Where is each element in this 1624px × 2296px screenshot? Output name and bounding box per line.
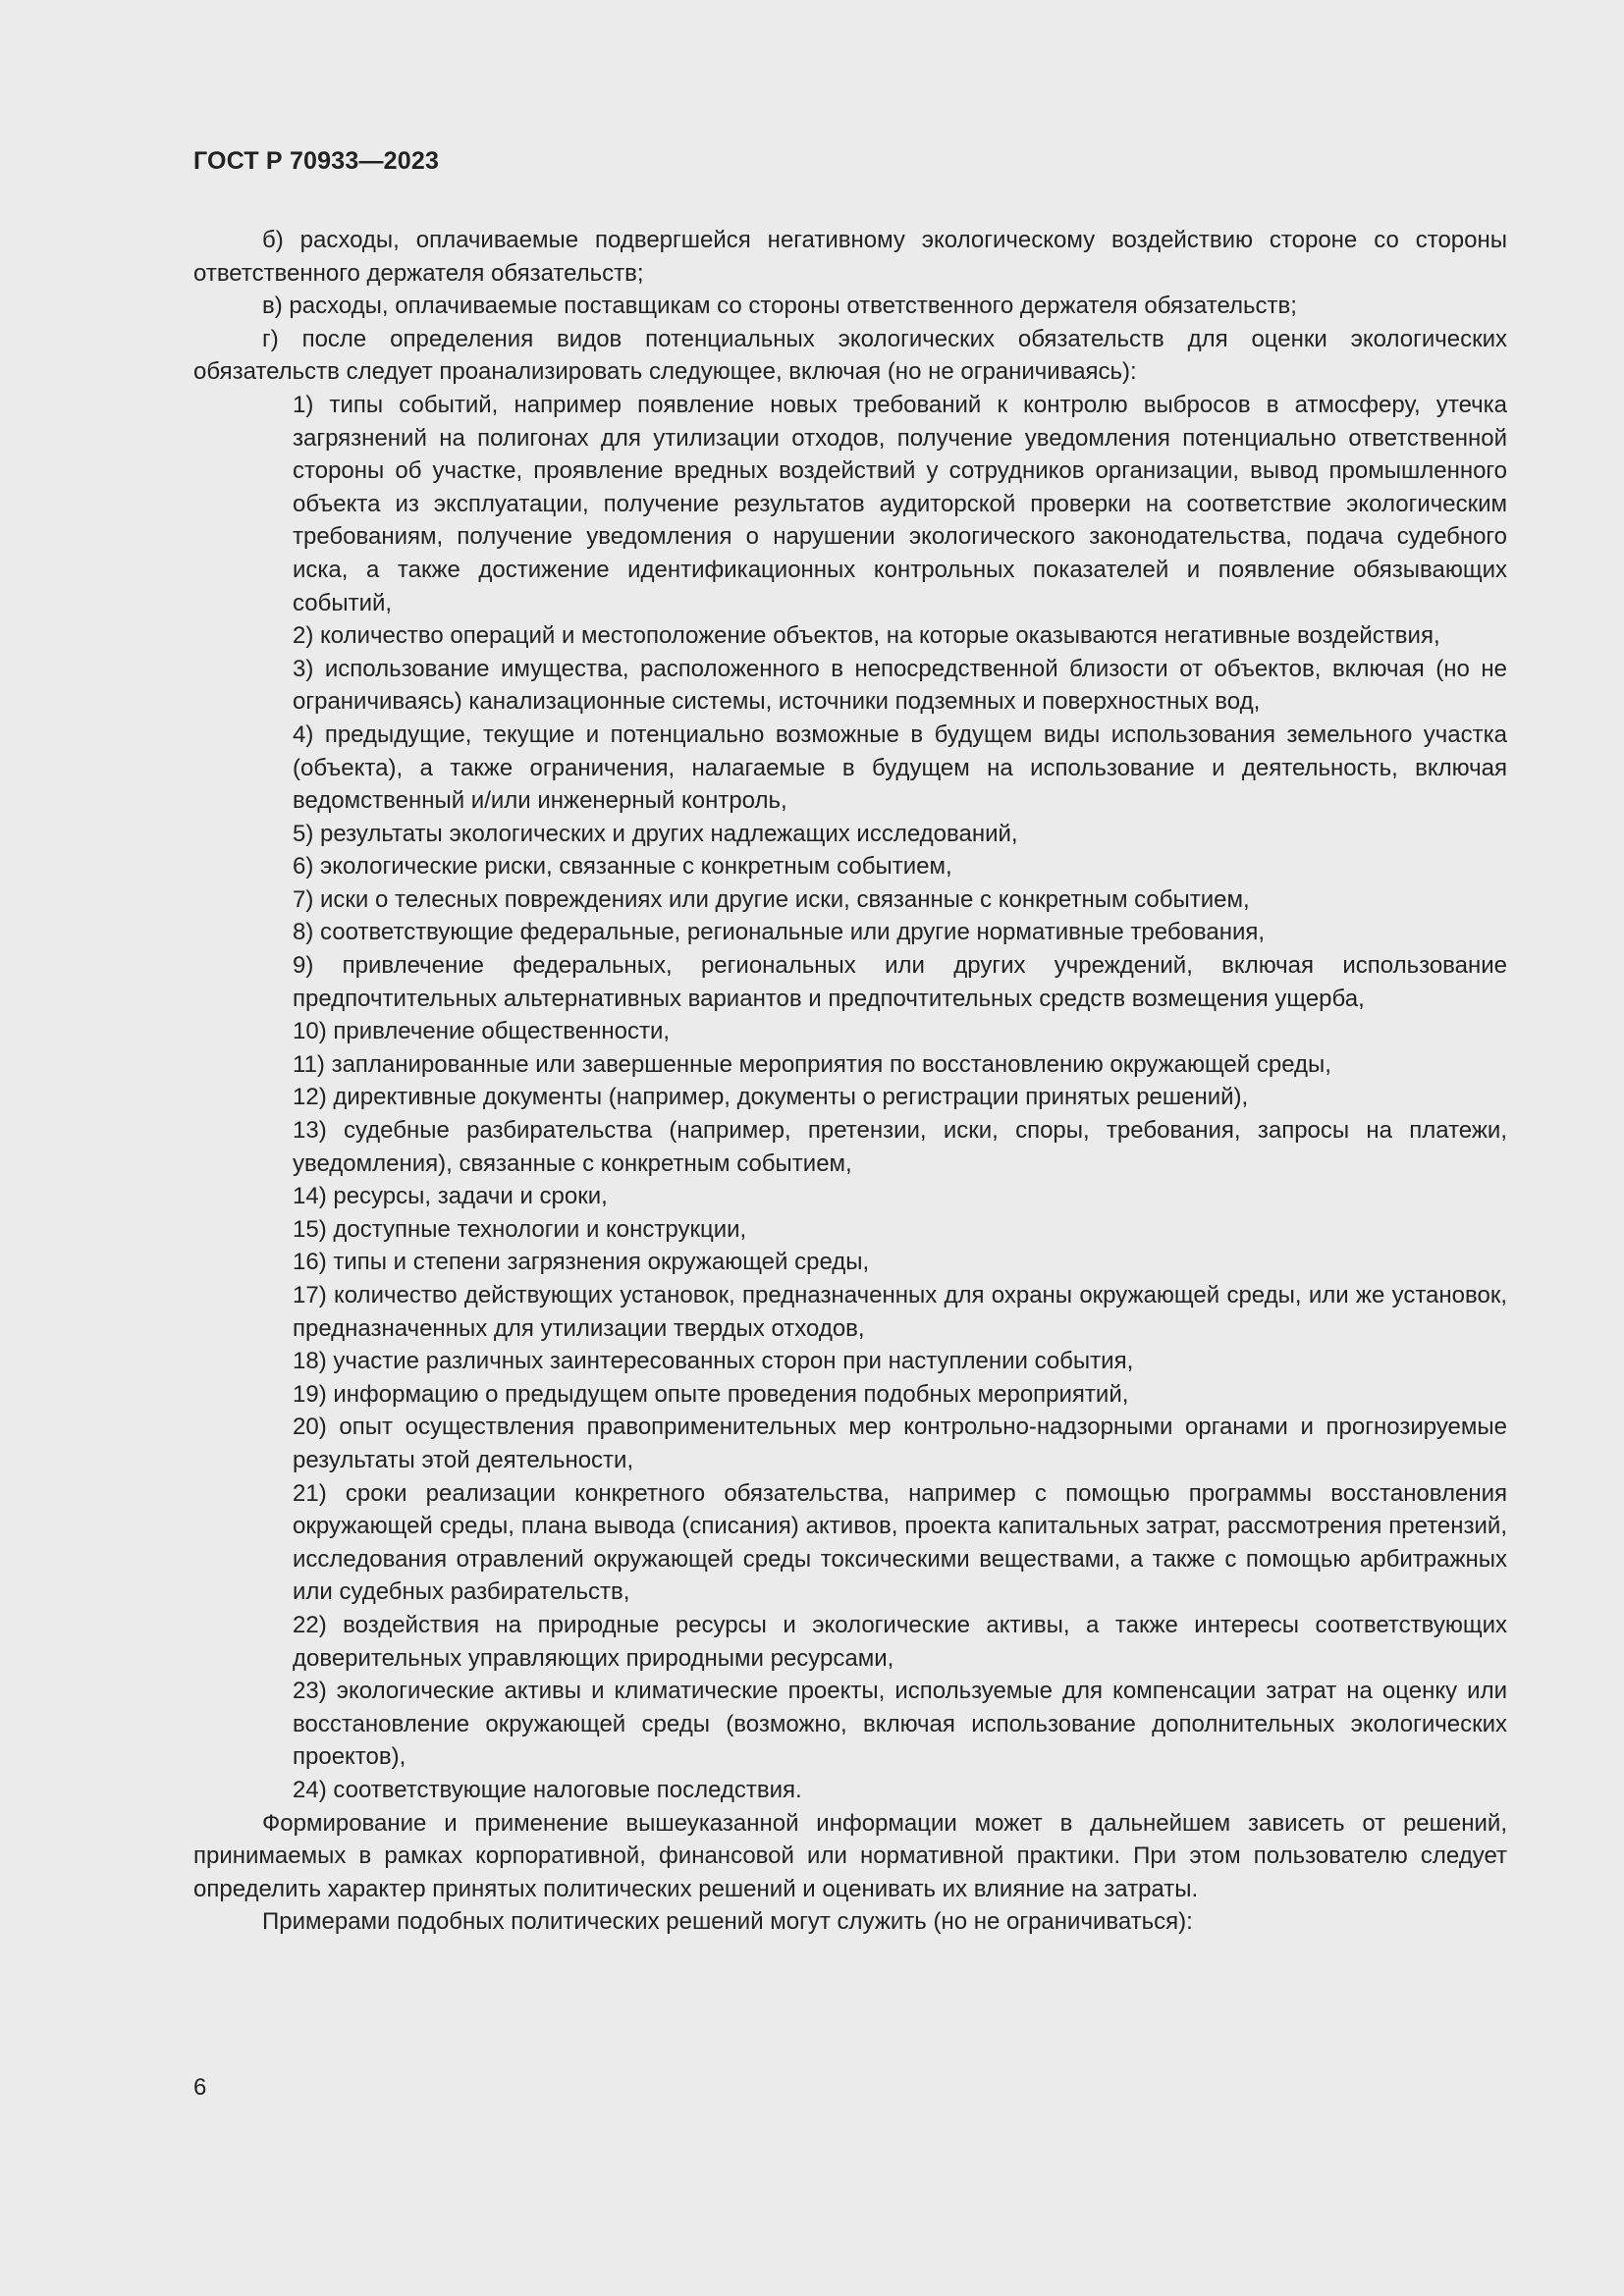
paragraph-g: г) после определения видов потенциальных экологических обязательств для оценки экологических обязательств следует проанализировать следующее, включая (но не ограничиваясь):: [193, 325, 1507, 386]
document-code: ГОСТ Р 70933—2023: [193, 147, 440, 175]
list-item: 9) привлечение федеральных, региональных или других учреждений, включая использование предпочтительных альтернативных вариантов и предпочтительных средств возмещения ущерба,: [293, 952, 1507, 1012]
list-item: 12) директивные документы (например, документы о регистрации принятых решений),: [293, 1084, 1249, 1111]
list-item: 22) воздействия на природные ресурсы и экологические активы, а также интересы соответствующих доверительных управляющих природными ресурсами,: [293, 1611, 1507, 1672]
list-item: 14) ресурсы, задачи и сроки,: [293, 1183, 608, 1210]
list-item: 20) опыт осуществления правоприменительных мер контрольно-надзорными органами и прогнозируемые результаты этой деятельности,: [293, 1414, 1507, 1473]
list-item: 17) количество действующих установок, предназначенных для охраны окружающей среды, или же установок, предназначенных для утилизации твердых отходов,: [293, 1282, 1507, 1342]
body-text: [193, 224, 1507, 1939]
considerations-list: [193, 389, 1507, 1807]
list-item: 4) предыдущие, текущие и потенциально возможные в будущем виды использования земельного участка (объекта), а также ограничения, налагаемые в будущем на использование и деятельность, включая ведомственный и/или инженерный контроль,: [293, 721, 1507, 815]
list-item: 24) соответствующие налоговые последствия.: [293, 1776, 802, 1803]
list-item: 19) информацию о предыдущем опыте проведения подобных мероприятий,: [293, 1380, 1129, 1408]
list-item: 6) экологические риски, связанные с конкретным событием,: [293, 853, 952, 881]
list-item: 3) использование имущества, расположенного в непосредственной близости от объектов, включая (но не ограничиваясь) канализационные системы, источники подземных и поверхностных вод,: [293, 655, 1507, 716]
list-item: 15) доступные технологии и конструкции,: [293, 1215, 747, 1243]
page-number: 6: [193, 2074, 207, 2101]
list-item: 21) сроки реализации конкретного обязательства, например с помощью программы восстановления окружающей среды, плана вывода (списания) активов, проекта капитальных затрат, рассмотрения претензий, исследования отравлений окружающей среды токсическими веществами, а также с помощью арбитражных или судебных разбирательств,: [293, 1479, 1507, 1606]
list-item: 10) привлечение общественности,: [293, 1018, 671, 1045]
list-item: 5) результаты экологических и других надлежащих исследований,: [293, 820, 1018, 847]
paragraph-examples: Примерами подобных политических решений могут служить (но не ограничиваться):: [262, 1908, 1193, 1936]
list-item: 8) соответствующие федеральные, региональные или другие нормативные требования,: [293, 919, 1266, 946]
list-item: 2) количество операций и местоположение объектов, на которые оказываются негативные воздействия,: [293, 622, 1440, 650]
list-item: 18) участие различных заинтересованных сторон при наступлении события,: [293, 1348, 1134, 1375]
list-item: 1) типы событий, например появление новых требований к контролю выбросов в атмосферу, утечка загрязнений на полигонах для утилизации отходов, получение уведомления потенциально ответственной стороны об участке, проявление вредных воздействий у сотрудников организации, вывод промышленного объекта из эксплуатации, получение результатов аудиторской проверки на соответствие экологическим требованиям, получение уведомления о нарушении экологического законодательства, подача судебного иска, а также достижение идентификационных контрольных показателей и появление обязывающих событий,: [293, 391, 1507, 616]
list-item: 23) экологические активы и климатические проекты, используемые для компенсации затрат на оценку или восстановление окружающей среды (возможно, включая использование дополнительных экологических проектов),: [293, 1678, 1507, 1771]
paragraph-b: б) расходы, оплачиваемые подвергшейся негативному экологическому воздействию стороне со стороны ответственного держателя обязательств;: [193, 227, 1507, 287]
paragraph-v: в) расходы, оплачиваемые поставщикам со стороны ответственного держателя обязательств;: [262, 293, 1297, 320]
list-item: 7) иски о телесных повреждениях или другие иски, связанные с конкретным событием,: [293, 885, 1250, 913]
list-item: 13) судебные разбирательства (например, претензии, иски, споры, требования, запросы на платежи, уведомления), связанные с конкретным событием,: [293, 1117, 1507, 1177]
paragraph-formation: Формирование и применение вышеуказанной информации может в дальнейшем зависеть от решений, принимаемых в рамках корпоративной, финансовой или нормативной практики. При этом пользователю следует определить характер принятых политических решений и оценивать их влияние на затраты.: [193, 1809, 1507, 1902]
list-item: 11) запланированные или завершенные мероприятия по восстановлению окружающей среды,: [293, 1050, 1331, 1078]
list-item: 16) типы и степени загрязнения окружающей среды,: [293, 1249, 870, 1276]
